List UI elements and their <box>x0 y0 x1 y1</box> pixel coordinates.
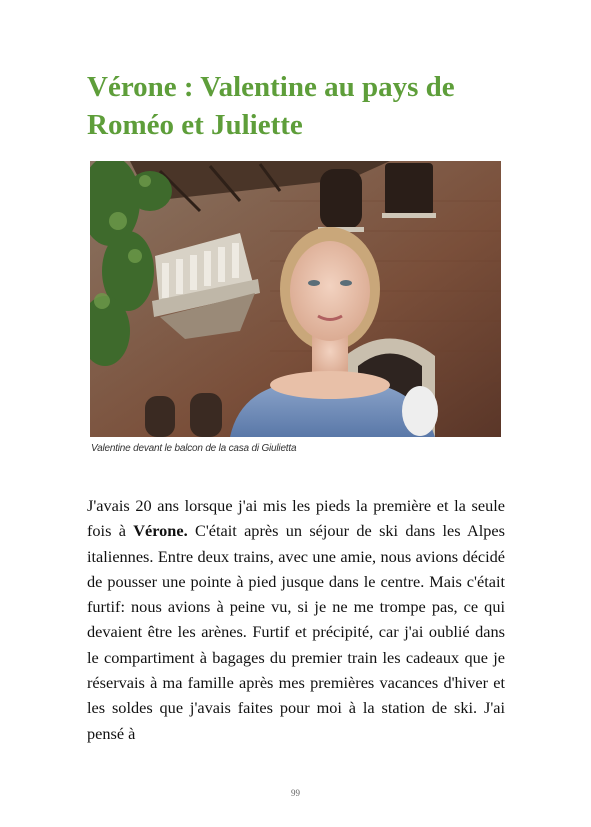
page-number: 99 <box>291 788 300 798</box>
page-title: Vérone : Valentine au pays de Roméo et Juliette <box>87 71 455 141</box>
photo-valentine-balcony <box>90 161 501 437</box>
body-text-rest: C'était après un séjour de ski dans les Alpes italiennes. Entre deux trains, avec une amie, nous avions décidé de pousser une pointe à pied jusque dans le centre. Mais c'était furtif: nous avions à peine vu, si je ne me trompe pas, ce qui devaient être les arènes. Furtif et précipité, car j'ai oublié dans le compartiment à bagages du premier train les cadeaux que je réservais à ma famille après mes premières vacances d'hiver et les soldes que j'avais faites pour moi à la station de ski. J'ai pensé à <box>87 521 505 743</box>
body-text-start: J'avais 20 ans lorsque j'ai mis les pieds la première et la seule fois à <box>87 496 505 541</box>
body-paragraph <box>87 493 505 746</box>
photo-caption: Valentine devant le balcon de la casa di Giulietta <box>91 443 297 454</box>
body-text-bold: Vérone. <box>133 521 188 541</box>
